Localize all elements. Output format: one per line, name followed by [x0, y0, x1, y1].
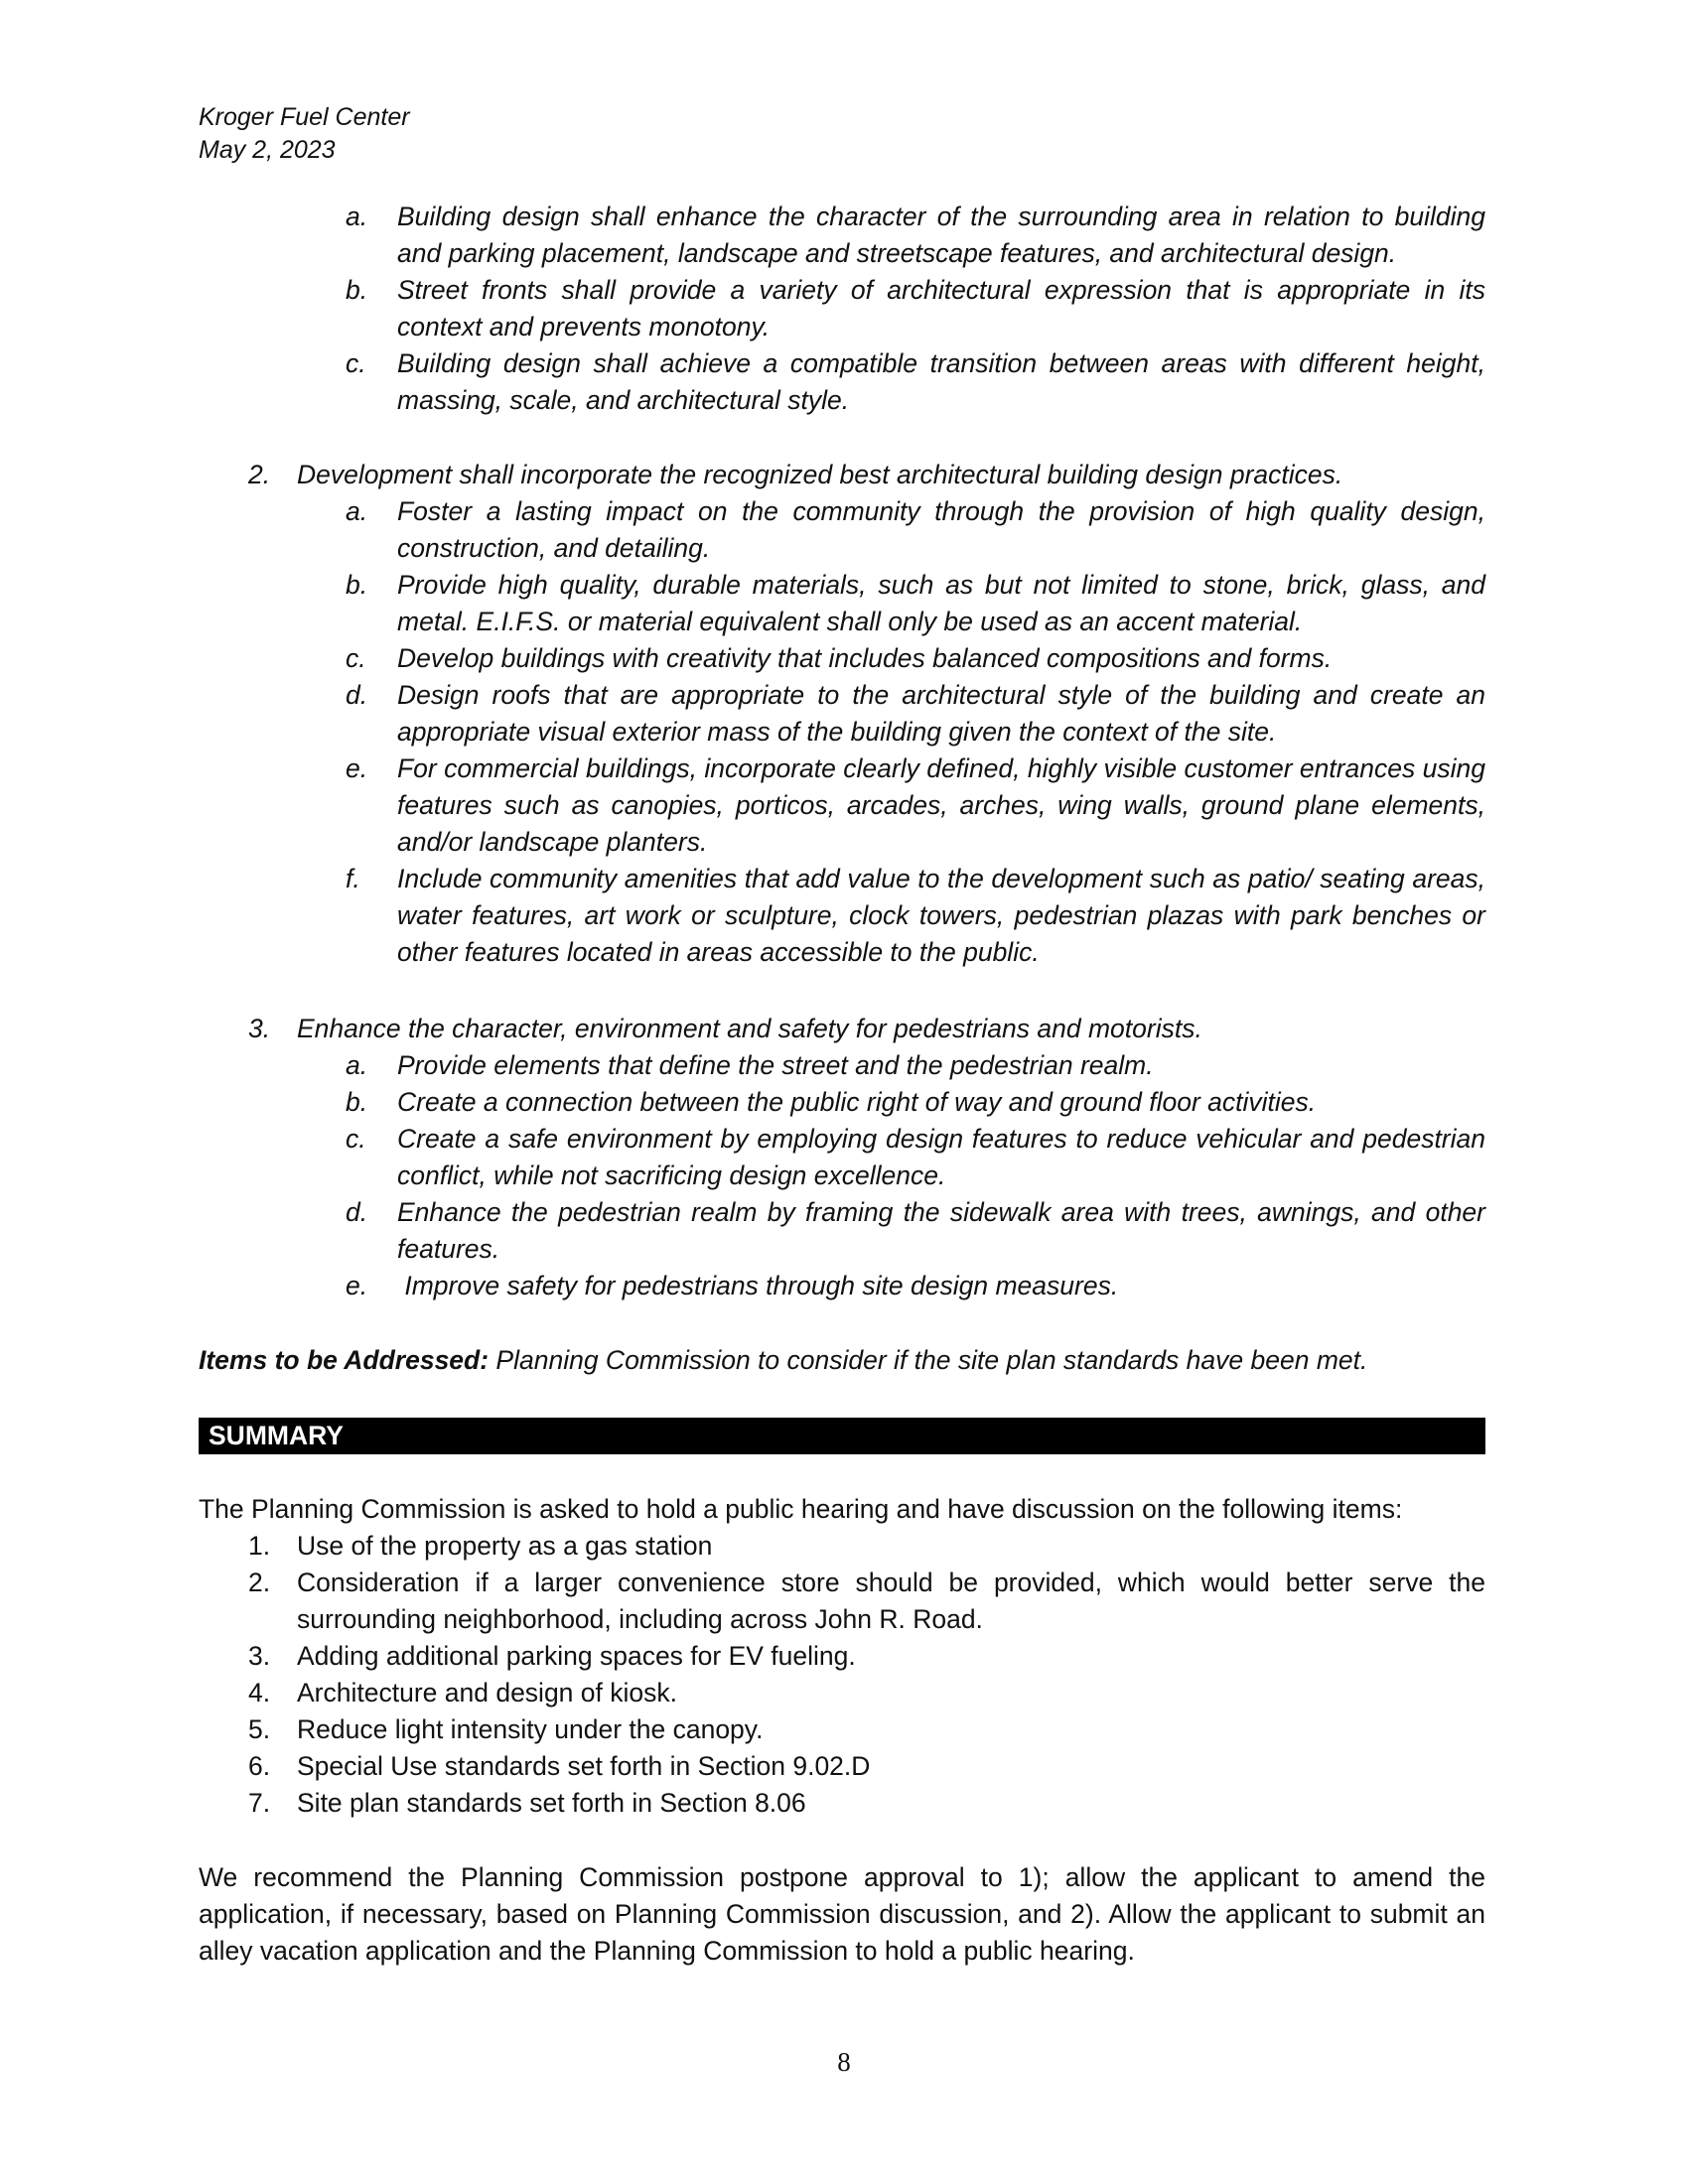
list-item-label: d.	[346, 1197, 368, 1227]
list-item-label: a.	[346, 202, 368, 231]
section1-subitems	[0, 199, 1688, 419]
list-item	[0, 861, 1688, 971]
list-item	[0, 1675, 1688, 1711]
list-item-label: 4.	[248, 1678, 271, 1707]
items-to-be-addressed-label: Items to be Addressed:	[199, 1345, 490, 1375]
list-item-text: Building design shall enhance the character of the surrounding area in relation to building and parking placement, landscape and streetscape features, and architectural design.	[397, 202, 1485, 268]
list-item-text: Site plan standards set forth in Section 8.06	[297, 1788, 806, 1818]
list-item-heading	[0, 1011, 1688, 1047]
list-item	[0, 1565, 1688, 1638]
list-item-label: f.	[346, 864, 360, 893]
list-item-text: Design roofs that are appropriate to the architectural style of the building and create an appropriate visual exterior mass of the building given the context of the site.	[397, 680, 1485, 747]
list-item-label: 3.	[248, 1641, 271, 1671]
list-item-label: a.	[346, 1050, 368, 1080]
list-item	[0, 1047, 1688, 1084]
list-item-text: Development shall incorporate the recognized best architectural building design practices.	[297, 460, 1343, 489]
list-item-text: Improve safety for pedestrians through site design measures.	[397, 1271, 1119, 1300]
list-item	[0, 1785, 1688, 1822]
list-item-text: Building design shall achieve a compatible transition between areas with different height, massing, scale, and architectural style.	[397, 348, 1485, 415]
list-item-text: Provide elements that define the street and the pedestrian realm.	[397, 1050, 1154, 1080]
list-item	[0, 567, 1688, 640]
list-item-text: Create a connection between the public right of way and ground floor activities.	[397, 1087, 1317, 1117]
list-item-label: e.	[346, 753, 368, 783]
recommendation-paragraph: We recommend the Planning Commission postpone approval to 1); allow the applicant to amend the application, if necessary, based on Planning Commission discussion, and 2). Allow the applicant to submit an alley vacation application and the Planning Commission to hold a public hearing.	[199, 1862, 1485, 1966]
numbered-item-2	[0, 457, 1688, 971]
list-item	[0, 677, 1688, 751]
summary-intro: The Planning Commission is asked to hold a public hearing and have discussion on the following items:	[199, 1494, 1403, 1524]
list-item-text: Architecture and design of kiosk.	[297, 1678, 677, 1707]
list-item	[0, 1528, 1688, 1565]
list-item-text: Adding additional parking spaces for EV fueling.	[297, 1641, 856, 1671]
list-item-text: Special Use standards set forth in Section 9.02.D	[297, 1751, 871, 1781]
list-item-text: Use of the property as a gas station	[297, 1531, 713, 1561]
list-item-text: Foster a lasting impact on the community through the provision of high quality design, construction, and detailing.	[397, 496, 1485, 563]
list-item-text: Develop buildings with creativity that includes balanced compositions and forms.	[397, 643, 1333, 673]
list-item-label: 1.	[248, 1531, 271, 1561]
list-item	[0, 272, 1688, 345]
page-number: 8	[837, 2047, 851, 2077]
list-item-label: d.	[346, 680, 368, 710]
list-item-text: Include community amenities that add value to the development such as patio/ seating areas, water features, art work or sculpture, clock towers, pedestrian plazas with park benches or other features located in areas accessible to the public.	[397, 864, 1485, 967]
numbered-item-3	[0, 1011, 1688, 1304]
list-item	[0, 640, 1688, 677]
list-item-text: Reduce light intensity under the canopy.	[297, 1714, 764, 1744]
list-item-label: a.	[346, 496, 368, 526]
list-item	[0, 1121, 1688, 1194]
list-item	[0, 1638, 1688, 1675]
items-to-be-addressed-text: Planning Commission to consider if the site plan standards have been met.	[489, 1345, 1368, 1375]
list-item-heading	[0, 457, 1688, 493]
items-to-be-addressed	[199, 1342, 1367, 1379]
list-item	[0, 1711, 1688, 1748]
list-item-label: 3.	[248, 1014, 271, 1043]
list-item	[0, 751, 1688, 861]
list-item-text: Street fronts shall provide a variety of architectural expression that is appropriate in its context and prevents monotony.	[397, 275, 1485, 341]
summary-heading-bar	[199, 1418, 1485, 1454]
list-item-label: c.	[346, 1124, 366, 1154]
header-date: May 2, 2023	[199, 136, 336, 164]
list-item	[0, 1268, 1688, 1304]
list-item-text: For commercial buildings, incorporate clearly defined, highly visible customer entrances using features such as canopies, porticos, arcades, arches, wing walls, ground plane elements, and/or landscape planters.	[397, 753, 1485, 857]
list-item	[0, 1748, 1688, 1785]
list-item-text: Enhance the character, environment and safety for pedestrians and motorists.	[297, 1014, 1202, 1043]
list-item-label: c.	[346, 643, 366, 673]
list-item-label: 2.	[248, 460, 271, 489]
list-item-label: 5.	[248, 1714, 271, 1744]
list-item-label: b.	[346, 570, 368, 600]
list-item-text: Create a safe environment by employing design features to reduce vehicular and pedestrian conflict, while not sacrificing design excellence.	[397, 1124, 1485, 1190]
list-item-text: Consideration if a larger convenience store should be provided, which would better serve the surrounding neighborhood, including across John R. Road.	[297, 1568, 1485, 1634]
list-item	[0, 1084, 1688, 1121]
summary-heading: SUMMARY	[209, 1421, 344, 1450]
list-item-label: c.	[346, 348, 366, 378]
list-item-label: b.	[346, 1087, 368, 1117]
list-item-text: Provide high quality, durable materials, such as but not limited to stone, brick, glass, and metal. E.I.F.S. or material equivalent shall only be used as an accent material.	[397, 570, 1485, 636]
page-header	[199, 101, 410, 167]
header-project-name: Kroger Fuel Center	[199, 103, 410, 131]
list-item-label: e.	[346, 1271, 368, 1300]
list-item	[0, 345, 1688, 419]
list-item	[0, 1194, 1688, 1268]
list-item	[0, 199, 1688, 272]
list-item-label: 6.	[248, 1751, 271, 1781]
list-item-label: b.	[346, 275, 368, 305]
summary-list	[0, 1528, 1688, 1822]
list-item-label: 2.	[248, 1568, 271, 1597]
list-item-label: 7.	[248, 1788, 271, 1818]
list-item-text: Enhance the pedestrian realm by framing the sidewalk area with trees, awnings, and other features.	[397, 1197, 1485, 1264]
list-item	[0, 493, 1688, 567]
